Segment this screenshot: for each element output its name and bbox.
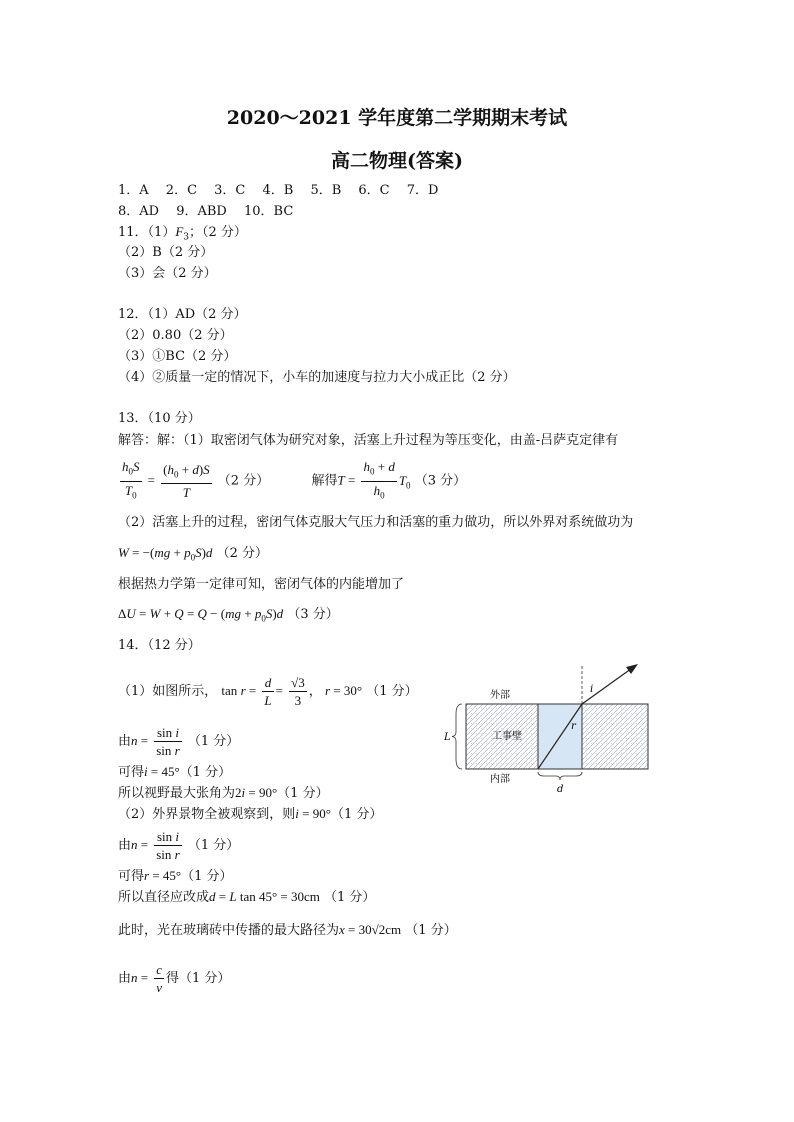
q11-sub: 3 [183,232,190,243]
q13-eq1-solve: 解得 [311,473,338,489]
q13-part-3: 根据热力学第一定律可知，密闭气体的内能增加了 [118,577,405,592]
q13-equation-3: $\Delta U = W + Q = Q - (mg + p_0S)d$ （3 分） [118,606,339,624]
q14-p6-prefix: 由 [118,838,132,853]
q13-part-2: （2）活塞上升的过程，密闭气体克服大气压力和活塞的重力做功，所以外界对系统做功为 [118,515,634,530]
q13-intro: 解答：解：（1）取密闭气体为研究对象，活塞上升过程为等压变化，由盖-吕萨克定律有 [118,433,619,448]
exam-title: 2020～2021 学年度第二学期期末考试 [226,107,568,129]
q14-p8-prefix: 所以直径应改成 [118,890,210,905]
q11-answer-1 [118,224,247,246]
arrow-head [626,664,638,674]
q13-equation-2: $W = -(mg + p_0S)d$ （2 分） [118,545,268,563]
choice-answers-row-2: 8．AD 9．ABD 10．BC [118,204,294,219]
q14-p6-score: （1 分） [187,838,240,853]
q14-p3-prefix: 可得 [118,765,145,780]
q14-p5-score: （1 分） [330,807,383,822]
label-d: d [557,784,564,795]
q13-eq3-score: （3 分） [287,607,339,622]
d-brace [538,772,582,780]
q14-line-4: 所以视野最大张角为2i = 90°（1 分） [118,785,329,801]
fraction: $\frac{c}{v}$ [156,962,163,995]
label-outside: 外部 [490,690,510,701]
q14-p10-prefix: 由 [118,971,132,986]
q12-answer-2: （2）0.80（2 分） [118,328,233,343]
q11-var: F [175,224,184,239]
L-brace [452,704,462,769]
q14-p2-prefix: 由 [118,734,132,749]
fraction: $\frac{(h_0 + d)S}{T}$ [163,461,210,501]
label-i: i [590,684,594,695]
fraction: $\frac{h_0 + d}{h_0}$ [363,459,395,501]
choice-answers-row-1: 1．A 2．C 3．C 4．B 5．B 6．C 7．D [118,183,439,198]
q14-line-7: 可得r = 45°（1 分） [118,868,233,884]
q14-p4-prefix: 所以视野最大张角为 [118,786,236,801]
q14-p1-prefix: （1）如图所示， [118,684,218,699]
q13-eq1-score-2: （3 分） [414,473,467,489]
q12-answer-1: 12．（1）AD（2 分） [118,307,247,322]
q11-prefix: 11．（1） [118,225,176,240]
q13-eq2-score: （2 分） [216,546,268,561]
q14-line-3: 可得i = 45°（1 分） [118,764,232,780]
q12-answer-3: （3）①BC（2 分） [118,349,237,364]
q13-eq1-score: （2 分） [217,473,270,489]
q14-p7-prefix: 可得 [118,869,145,884]
q14-line-2: 由n = $\frac{\text{sin i}}{\text{sin r}}$ （1 分） [118,725,240,758]
label-L: L [444,732,451,743]
label-inside: 内部 [490,774,510,785]
q14-p3-score: （1 分） [179,765,232,780]
refraction-diagram-svg [440,662,670,802]
q14-line-10: 由n = $\frac{c}{v}$ 得（1 分） [118,962,231,995]
q14-p8-score: （1 分） [324,890,376,905]
fraction: $\frac{\text{sin i}}{\text{sin r}}$ [156,725,180,758]
q14-line-1: （1）如图所示， tan r = $\frac{d}{L}$ = $\frac{√3}{3}$ ， r = 30° （1 分） [118,675,418,708]
q14-p10-suffix: 得（1 分） [166,971,231,986]
q14-p1-score: （1 分） [366,684,418,699]
q11-answer-3: （3）会（2 分） [118,266,217,281]
q14-line-5: （2）外界景物全被观察到，则i = 90°（1 分） [118,806,383,822]
q14-line-9: 此时，光在玻璃砖中传播的最大路径为x = 30√2cm （1 分） [118,922,457,938]
q14-heading: 14．（12 分） [118,638,201,653]
q14-line-8: 所以直径应改成d = L tan 45° = 30cm （1 分） [118,889,376,905]
fraction: $\frac{d}{L}$ [264,675,272,708]
q14-p9-score: （1 分） [405,923,457,938]
q14-p5-prefix: （2）外界景物全被观察到，则 [118,807,296,822]
q14-p9-prefix: 此时，光在玻璃砖中传播的最大路径为 [118,923,340,938]
fraction: $\frac{√3}{3}$ [291,675,305,708]
q11-suffix: ；（2 分） [189,225,247,240]
exam-subtitle: 高二物理(答案) [331,150,463,172]
q14-p2-score: （1 分） [187,734,240,749]
q12-answer-4: （4）②质量一定的情况下，小车的加速度与拉力大小成正比（2 分） [118,370,516,385]
q14-line-6: 由n = $\frac{\text{sin i}}{\text{sin r}}$ （1 分） [118,829,240,862]
label-wall: 工事壁 [492,731,522,742]
refraction-diagram [440,662,670,806]
q13-heading: 13．（10 分） [118,411,201,426]
fraction: $\frac{\text{sin i}}{\text{sin r}}$ [156,829,180,862]
q14-p4-score: （1 分） [277,786,329,801]
label-r: r [571,721,576,732]
q14-p7-score: （1 分） [181,869,233,884]
wall-right [582,704,648,769]
q13-equation-1: $\frac{h_0S}{T_0}$ = $\frac{(h_0 + d)S}{T}$ （2 分） 解得T = $\frac{h_0 + d}{h_0}$ $T_0$ （3 分） [118,458,466,504]
fraction: $\frac{h_0S}{T_0}$ [122,459,140,501]
q11-answer-2: （2）B（2 分） [118,245,214,260]
